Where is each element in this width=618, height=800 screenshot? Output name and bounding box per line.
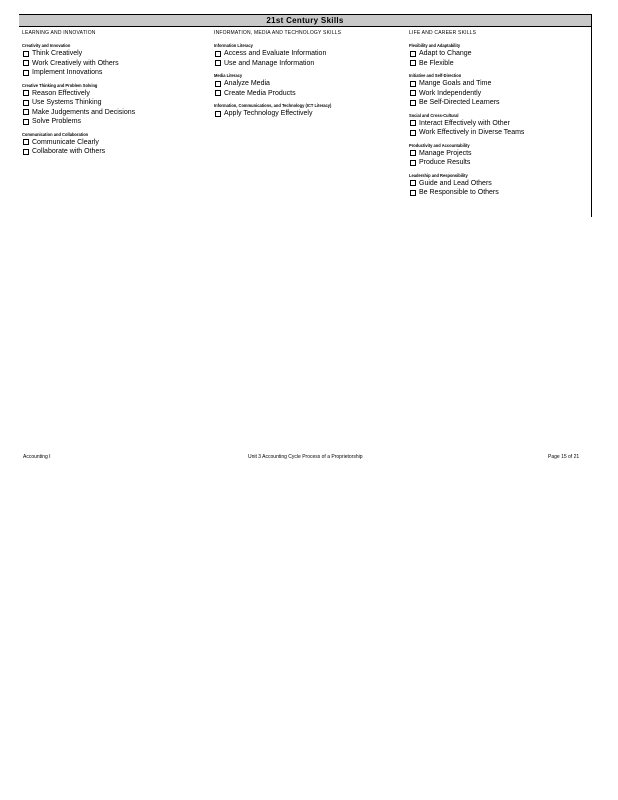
checkbox[interactable] xyxy=(23,149,29,155)
skill-group xyxy=(409,42,589,68)
column-information-media-technology xyxy=(214,28,394,119)
skill-label: Access and Evaluate Information xyxy=(224,50,327,58)
checkbox[interactable] xyxy=(23,51,29,57)
checkbox[interactable] xyxy=(23,100,29,106)
skill-checkbox-item[interactable] xyxy=(410,79,589,89)
checkbox[interactable] xyxy=(410,60,416,66)
skill-checkbox-item[interactable] xyxy=(410,98,589,108)
skill-group-title: Information Literacy xyxy=(214,43,253,48)
skill-checkbox-item[interactable] xyxy=(215,59,394,69)
skill-checkbox-item[interactable] xyxy=(23,59,202,69)
skill-label: Communicate Clearly xyxy=(32,138,99,146)
skill-checkbox-item[interactable] xyxy=(410,49,589,59)
checkbox[interactable] xyxy=(215,60,221,66)
column-learning-innovation xyxy=(22,28,202,157)
skill-label: Implement Innovations xyxy=(32,69,103,77)
skill-label: Work Independently xyxy=(419,89,482,97)
skill-group-title: Flexibility and Adaptability xyxy=(409,43,461,48)
checkbox[interactable] xyxy=(410,130,416,136)
skill-label: Work Effectively in Diverse Teams xyxy=(419,129,525,137)
skill-group-title: Social and Cross-Cultural xyxy=(409,112,459,118)
checkbox[interactable] xyxy=(23,70,29,76)
checkbox[interactable] xyxy=(410,51,416,57)
skill-group xyxy=(214,102,394,119)
page-title: 21st Century Skills xyxy=(19,15,591,27)
skill-group-title: Media Literacy xyxy=(214,73,243,78)
skill-group-title: Creative Thinking and Problem Solving xyxy=(22,82,98,88)
skill-group-title: Communication and Collaboration xyxy=(22,131,89,137)
skill-checkbox-item[interactable] xyxy=(23,49,202,59)
skill-checkbox-item[interactable] xyxy=(410,128,589,138)
skill-label: Interact Effectively with Other xyxy=(419,119,510,127)
skill-group xyxy=(22,82,202,127)
skill-label: Manage Projects xyxy=(419,149,472,157)
checkbox[interactable] xyxy=(410,90,416,96)
skill-group xyxy=(214,42,394,68)
skill-label: Use Systems Thinking xyxy=(32,99,102,107)
skill-label: Solve Problems xyxy=(32,118,82,126)
checkbox[interactable] xyxy=(23,90,29,96)
skill-label: Make Judgements and Decisions xyxy=(32,108,136,116)
skill-checkbox-item[interactable] xyxy=(215,109,394,119)
skill-checkbox-item[interactable] xyxy=(410,158,589,168)
checkbox[interactable] xyxy=(410,160,416,166)
skill-label: Use and Manage Information xyxy=(224,59,315,67)
checkbox[interactable] xyxy=(23,119,29,125)
footer-page-number: Page 15 of 21 xyxy=(548,454,580,460)
column-heading: LIFE AND CAREER SKILLS xyxy=(409,30,477,36)
skill-checkbox-item[interactable] xyxy=(23,68,202,78)
skill-group xyxy=(22,42,202,78)
skill-group xyxy=(409,72,589,108)
skill-checkbox-item[interactable] xyxy=(410,188,589,198)
skill-checkbox-item[interactable] xyxy=(215,79,394,89)
skill-checkbox-item[interactable] xyxy=(23,117,202,127)
skill-checkbox-item[interactable] xyxy=(215,89,394,99)
skill-group xyxy=(409,142,589,168)
skill-group xyxy=(22,131,202,157)
skill-checkbox-item[interactable] xyxy=(410,89,589,99)
skill-checkbox-item[interactable] xyxy=(23,108,202,118)
skill-group xyxy=(409,172,589,198)
skill-label: Guide and Lead Others xyxy=(419,179,492,187)
column-heading: INFORMATION, MEDIA AND TECHNOLOGY SKILLS xyxy=(214,30,342,36)
skill-checkbox-item[interactable] xyxy=(23,98,202,108)
skill-label: Be Self-Directed Learners xyxy=(419,99,500,107)
checkbox[interactable] xyxy=(410,190,416,196)
skill-group-title: Leadership and Responsibility xyxy=(409,172,468,178)
footer-course: Accounting I xyxy=(23,454,51,460)
skill-group xyxy=(409,112,589,138)
skill-checkbox-item[interactable] xyxy=(410,179,589,189)
skill-label: Analyze Media xyxy=(224,80,270,88)
skill-label: Reason Effectively xyxy=(32,89,90,97)
skill-checkbox-item[interactable] xyxy=(410,149,589,159)
skill-label: Be Flexible xyxy=(419,59,454,67)
checkbox[interactable] xyxy=(410,120,416,126)
skill-label: Adapt to Change xyxy=(419,50,472,58)
skill-group-title: Productivity and Accountability xyxy=(409,142,470,148)
checkbox[interactable] xyxy=(23,139,29,145)
skill-label: Be Responsible to Others xyxy=(419,189,499,197)
column-heading: LEARNING AND INNOVATION xyxy=(22,30,96,36)
skill-label: Apply Technology Effectively xyxy=(224,110,313,118)
column-life-career xyxy=(409,28,589,198)
checkbox[interactable] xyxy=(410,81,416,87)
skill-group-title: Information, Communications, and Technology (ICT Literacy) xyxy=(214,103,332,108)
skill-label: Mange Goals and Time xyxy=(419,80,492,88)
checkbox[interactable] xyxy=(215,51,221,57)
checkbox[interactable] xyxy=(23,109,29,115)
skill-label: Produce Results xyxy=(419,159,471,167)
skill-checkbox-item[interactable] xyxy=(410,119,589,129)
footer-unit: Unit 3 Accounting Cycle Process of a Proprietorship xyxy=(248,454,363,460)
checkbox[interactable] xyxy=(410,180,416,186)
skill-checkbox-item[interactable] xyxy=(410,59,589,69)
checkbox[interactable] xyxy=(215,111,221,117)
skill-label: Collaborate with Others xyxy=(32,148,106,156)
skill-checkbox-item[interactable] xyxy=(23,89,202,99)
skill-checkbox-item[interactable] xyxy=(23,147,202,157)
skill-label: Work Creatively with Others xyxy=(32,59,119,67)
checkbox[interactable] xyxy=(410,100,416,106)
skill-checkbox-item[interactable] xyxy=(23,138,202,148)
skill-checkbox-item[interactable] xyxy=(215,49,394,59)
skill-label: Think Creatively xyxy=(32,50,83,58)
skill-group xyxy=(214,72,394,98)
checkbox[interactable] xyxy=(23,60,29,66)
skill-group-title: Creativity and Innovation xyxy=(22,43,71,48)
checkbox[interactable] xyxy=(215,90,221,96)
checkbox[interactable] xyxy=(410,150,416,156)
checkbox[interactable] xyxy=(215,81,221,87)
skill-group-title: Initiative and Self-Direction xyxy=(409,73,462,78)
skill-label: Create Media Products xyxy=(224,89,296,97)
